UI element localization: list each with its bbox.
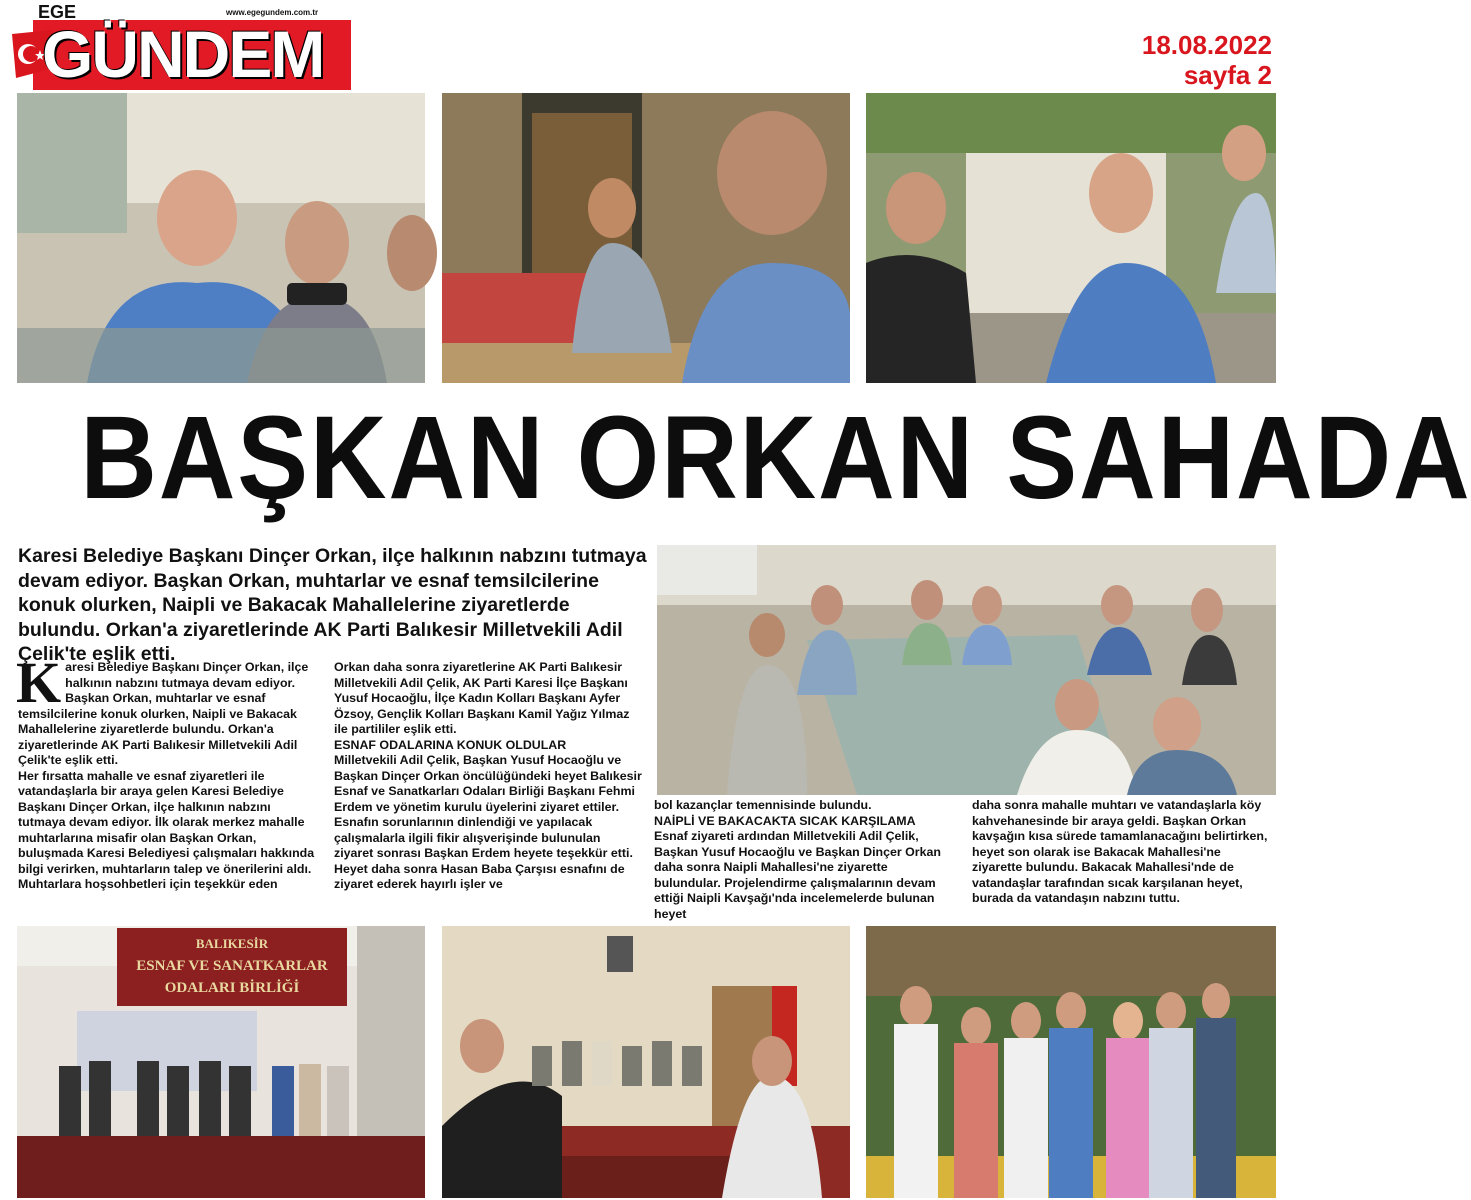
article-column-1 [16, 650, 316, 893]
article-column-4 [972, 798, 1272, 907]
brand-top: EGE [38, 2, 77, 22]
article-text-1: aresi Belediye Başkanı Dinçer Orkan, ilçe halkının nabzını tutmaya devam ediyor. Başkan Orkan, muhtarlar ve esnaf temsilcilerine konuk olurken, Naipli ve Bakacak Mahallelerine ziyaretlerde bulundu. Orkan'a ziyaretlerinde AK Parti Balıkesir Milletvekili Adil Çelik'te eşlik etti. [18, 660, 309, 767]
masthead-logo [8, 4, 353, 92]
brand-main: GÜNDEM [42, 17, 324, 91]
article-text-2b: Milletvekili Adil Çelik, Başkan Yusuf Hocaoğlu ve Başkan Dinçer Orkan öncülüğündeki heyet Balıkesir Esnaf ve Sanatkarları Odaları Birliği Başkanı Fehmi Erdem ve yönetim kurulu üyelerini ziyaret ettiler. Esnafın sorunlarının dinlendiği ve yapılacak çalışmalarla ilgili fikir alışverişinde bulunulan ziyaret sonrası Başkan Erdem heyete teşekkür etti. Heyet daha sonra Hasan Baba Çarşısı esnafını de ziyaret ederek hayırlı işler ve [334, 753, 642, 891]
sign-line-3: ODALARI BİRLİĞİ [164, 980, 300, 996]
photo-esnaf-building [17, 926, 425, 1198]
subheading-naipli: NAİPLİ VE BAKACAKTA SICAK KARŞILAMA [654, 813, 916, 828]
dropcap: K [16, 650, 62, 715]
article-column-2 [334, 660, 642, 893]
photo-cafe-table [17, 93, 425, 383]
photo-shop-visit [442, 93, 850, 383]
article-text-2: Orkan daha sonra ziyaretlerine AK Parti Balıkesir Milletvekili Adil Çelik, AK Parti Karesi İlçe Başkanı Yusuf Hocaoğlu, İlçe Kadın Kolları Başkanı Ayfer Özsoy, Gençlik Kolları Başkanı Kamil Yağız Yılmaz ile partililer eşlik etti. [334, 660, 630, 736]
page-number: sayfa 2 [1183, 60, 1272, 90]
photo-handshake [866, 93, 1276, 383]
sign-line-2: ESNAF VE SANATKARLAR [136, 958, 328, 974]
sign-line-1: BALIKESİR [195, 936, 269, 951]
photo-office-meeting [442, 926, 850, 1198]
article-column-3 [654, 798, 956, 922]
article-text-3: bol kazançlar temennisinde bulundu. [654, 798, 872, 812]
subheading-esnaf: ESNAF ODALARINA KONUK OLDULAR [334, 737, 567, 752]
article-text-1b: Her fırsatta mahalle ve esnaf ziyaretleri ile vatandaşlarla bir araya gelen Karesi Belediye Başkanı Dinçer Orkan, ilçe halkının nabzını tutmaya devam ediyor. İlk olarak merkez mahalle muhtarlarına misafir olan Başkan Orkan, buluşmada Karesi Belediyesi çalışmaları hakkında bilgi verirken, muhtarların talep ve önerilerini aldı. Muhtarlara hoşsohbetleri için teşekkür eden [18, 768, 315, 891]
lead-paragraph: Karesi Belediye Başkanı Dinçer Orkan, ilçe halkının nabzını tutmaya devam ediyor. Başkan Orkan, muhtarlar ve esnaf temsilcilerine konuk olurken, Naipli ve Bakacak Mahallelerine ziyaretlerde bulundu. Orkan'a ziyaretlerinde AK Parti Balıkesir Milletvekili Adil Çelik'te eşlik etti. [18, 545, 647, 665]
issue-date: 18.08.2022 [1141, 30, 1272, 60]
photo-group-bakacak [866, 926, 1276, 1198]
issue-info [1142, 30, 1272, 90]
headline: BAŞKAN ORKAN SAHADA [80, 392, 1471, 524]
article-text-3b: Esnaf ziyareti ardından Milletvekili Adil Çelik, Başkan Yusuf Hocaoğlu ve Başkan Dinçer Orkan daha sonra Naipli Mahallesi'ne ziyarette bulundular. Projelendirme çalışmalarının devam ettiği Naipli Kavşağı'nda incelemelerde bulunan heyet [654, 829, 941, 921]
site-url[interactable]: www.egegundem.com.tr [226, 8, 319, 17]
photo-meeting-outdoors [657, 545, 1276, 795]
article-text-4: daha sonra mahalle muhtarı ve vatandaşlarla köy kahvehanesinde bir araya geldi. Başkan Orkan kavşağın kısa sürede tamamlanacağını belirtirken, heyet son olarak ise Bakacak Mahallesi'ne ziyarette bulundu. Bakacak Mahallesi'nde de vatandaşlar tarafından sıcak karşılanan heyet, burada da vatandaşın nabzını tuttu. [972, 798, 1268, 905]
